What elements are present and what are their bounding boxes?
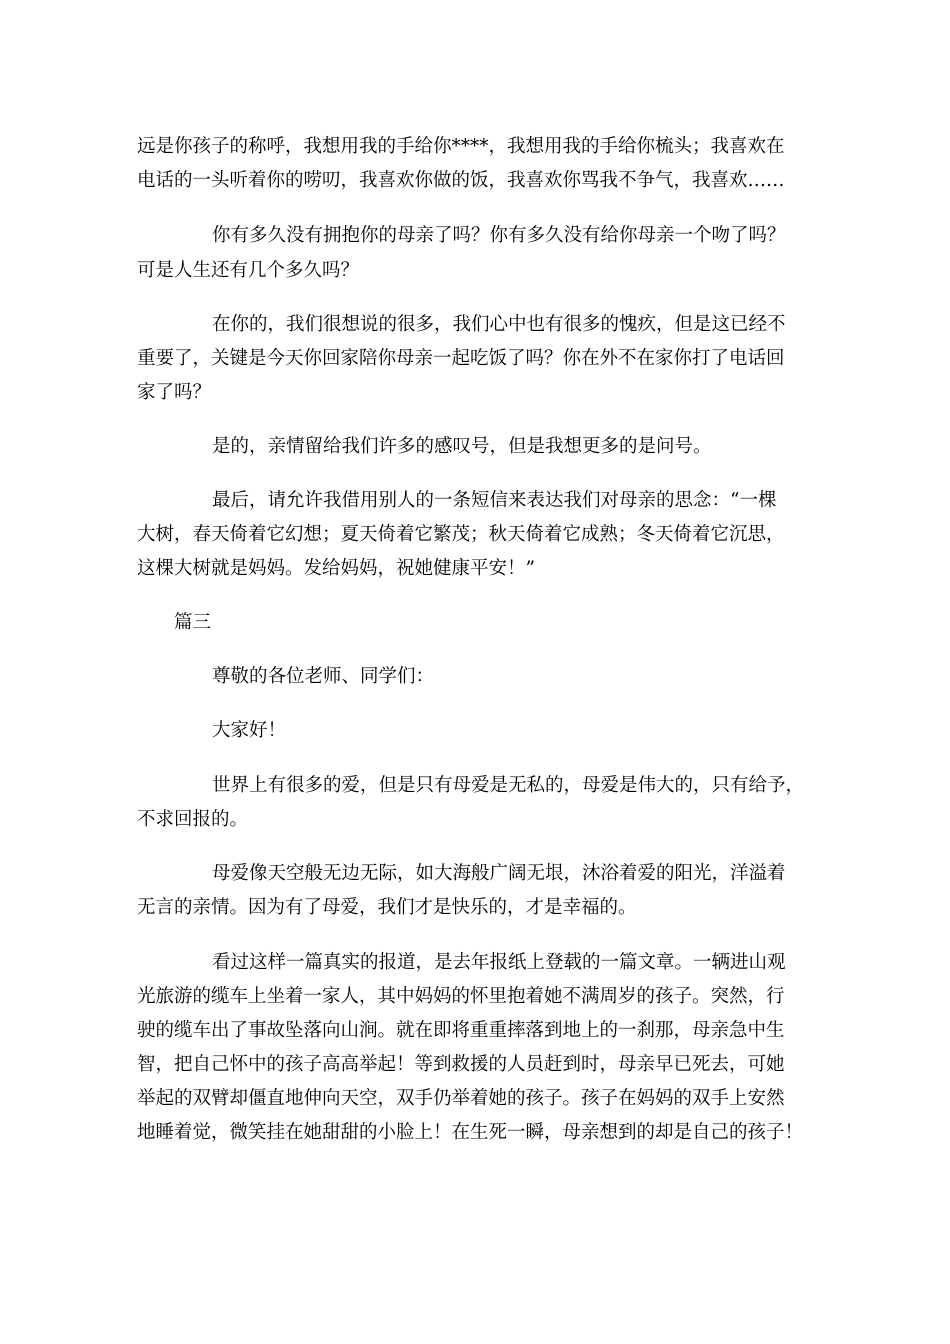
paragraph-10-line-6: 地睡着觉，微笑挂在她甜甜的小脸上！在生死一瞬，母亲想到的却是自己的孩子！ [137, 1122, 804, 1143]
paragraph-10-line-5: 举起的双臂却僵直地伸向天空，双手仍举着她的孩子。孩子在妈妈的双手上安然 [137, 1088, 785, 1109]
paragraph-10-line-2: 光旅游的缆车上坐着一家人，其中妈妈的怀里抱着她不满周岁的孩子。突然，行 [137, 986, 785, 1007]
greeting: 大家好！ [212, 720, 287, 741]
paragraph-8-line-2: 不求回报的。 [137, 809, 249, 830]
paragraph-8-line-1: 世界上有很多的爱，但是只有母爱是无私的，母爱是伟大的，只有给予， [212, 775, 805, 796]
paragraph-10-line-3: 驶的缆车出了事故坠落向山涧。就在即将重重摔落到地上的一刹那，母亲急中生 [137, 1020, 785, 1041]
salutation: 尊敬的各位老师、同学们： [212, 666, 435, 687]
paragraph-2-line-2: 可是人生还有几个多久吗？ [137, 260, 360, 281]
paragraph-5-line-2: 大树，春天倚着它幻想；夏天倚着它繁茂；秋天倚着它成熟；冬天倚着它沉思， [137, 524, 785, 545]
paragraph-5-line-1: 最后，请允许我借用别人的一条短信来表达我们对母亲的思念：“一棵 [212, 490, 777, 511]
paragraph-5-line-3: 这棵大树就是妈妈。发给妈妈，祝她健康平安！” [137, 558, 535, 579]
paragraph-3-line-1: 在你的，我们很想说的很多，我们心中也有很多的愧疚，但是这已经不 [212, 314, 786, 335]
paragraph-9-line-2: 无言的亲情。因为有了母爱，我们才是快乐的，才是幸福的。 [137, 897, 637, 918]
paragraph-4-line-1: 是的，亲情留给我们许多的感叹号，但是我想更多的是问号。 [212, 436, 712, 457]
paragraph-10-line-1: 看过这样一篇真实的报道，是去年报纸上登载的一篇文章。一辆进山观 [212, 952, 786, 973]
paragraph-9-line-1: 母爱像天空般无边无际，如大海般广阔无垠，沐浴着爱的阳光，洋溢着 [212, 863, 786, 884]
paragraph-3-line-2: 重要了，关键是今天你回家陪你母亲一起吃饭了吗？你在外不在家你打了电话回 [137, 348, 785, 369]
paragraph-1-line-2: 电话的一头听着你的唠叨，我喜欢你做的饭，我喜欢你骂我不争气，我喜欢…… [137, 170, 785, 191]
paragraph-3-line-3: 家了吗？ [137, 382, 212, 403]
section-heading: 篇三 [174, 612, 212, 633]
paragraph-1-line-1: 远是你孩子的称呼，我想用我的手给你****，我想用我的手给你梳头；我喜欢在 [137, 136, 785, 157]
paragraph-10-line-4: 智，把自己怀中的孩子高高举起！等到救援的人员赶到时，母亲早已死去，可她 [137, 1054, 785, 1075]
paragraph-2-line-1: 你有多久没有拥抱你的母亲了吗？你有多久没有给你母亲一个吻了吗？ [212, 225, 786, 246]
